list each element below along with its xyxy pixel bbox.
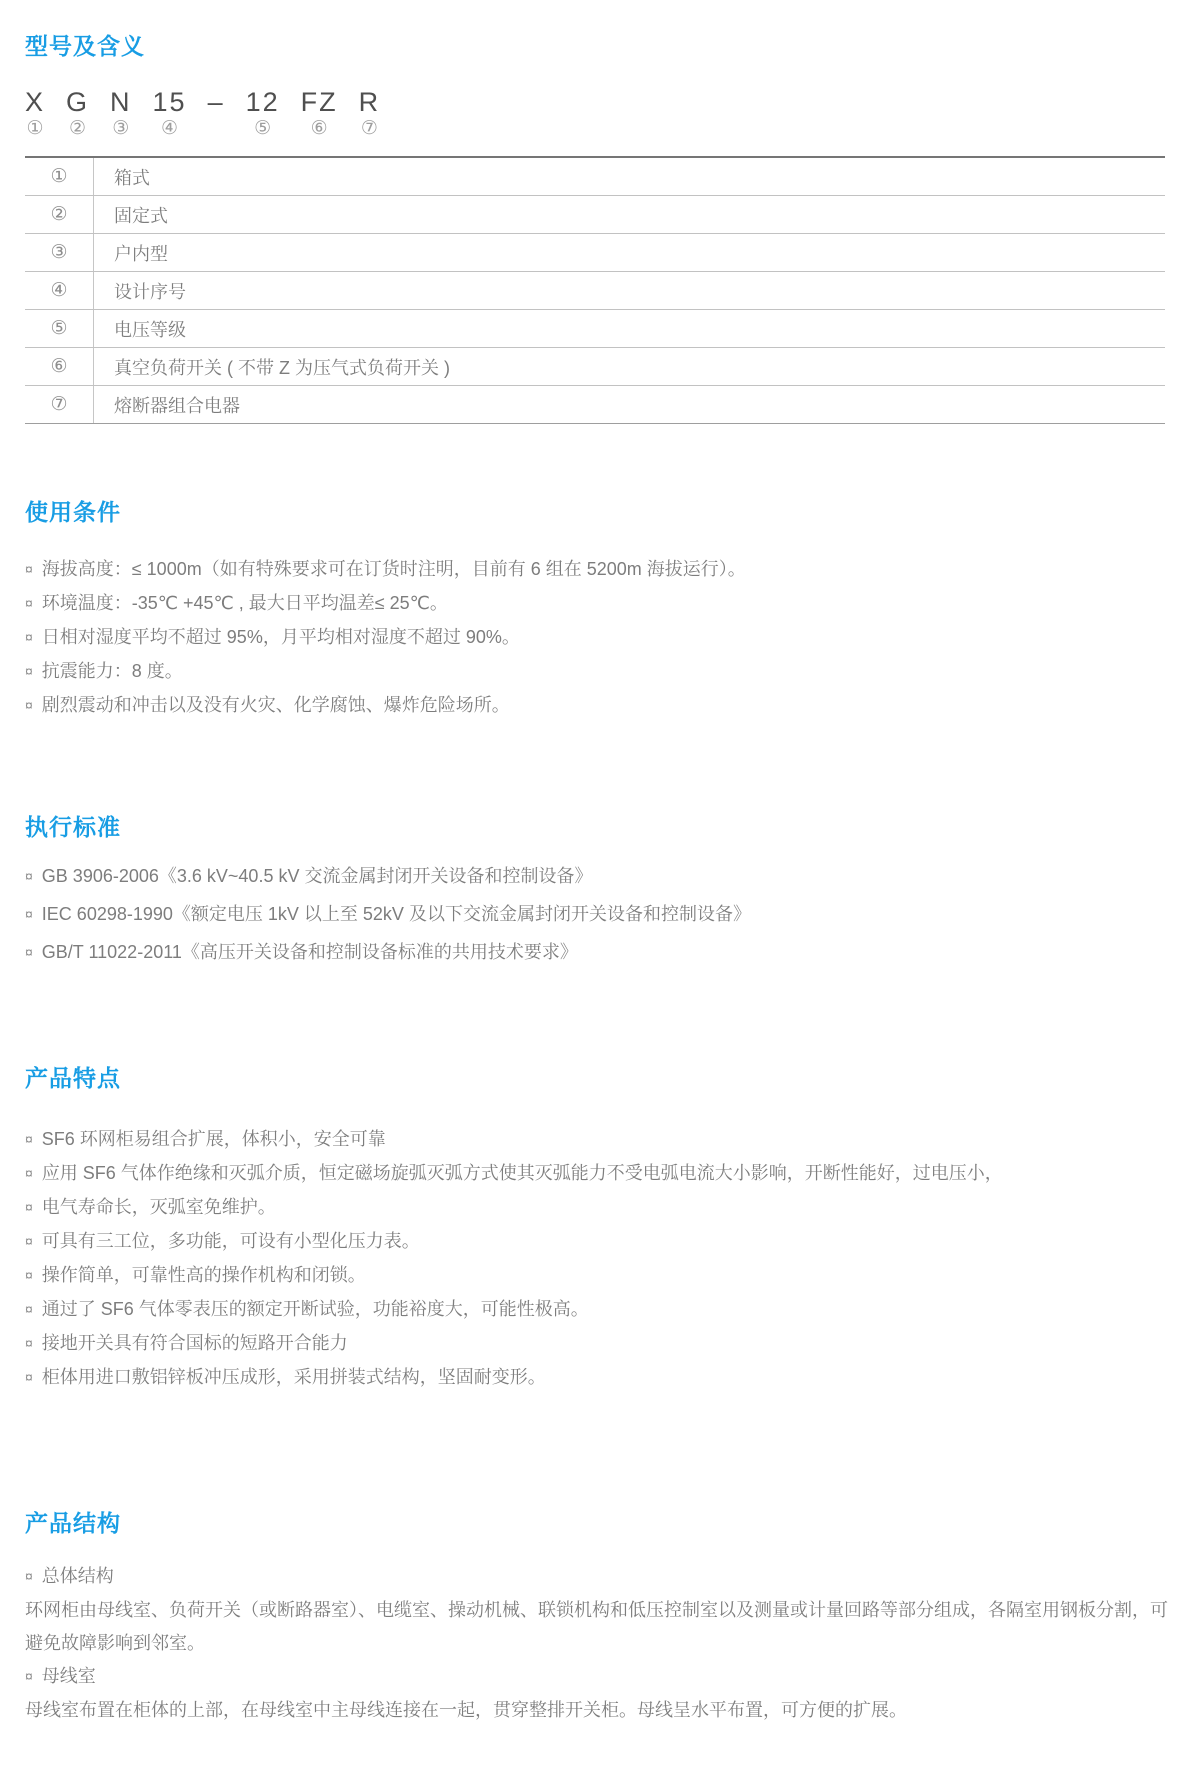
model-meaning-table — [25, 156, 1165, 424]
list-item — [25, 553, 1178, 587]
model-code-symbol: N — [110, 87, 132, 117]
product-structure-section — [25, 1505, 1178, 1727]
model-code-circled-number: ⑦ — [360, 118, 378, 139]
bullet-text: 总体结构 — [41, 1566, 114, 1586]
model-code-circled-number: ④ — [161, 118, 179, 139]
bullet-marker: ¤ — [25, 1568, 33, 1584]
list-item — [25, 934, 1178, 972]
table-cell-number: ① — [50, 166, 68, 187]
model-code-part — [301, 87, 338, 140]
bullet-marker: ¤ — [25, 1369, 33, 1385]
features-bullet-list — [25, 1123, 1178, 1395]
bullet-marker: ¤ — [25, 663, 33, 679]
bullet-marker: ¤ — [25, 1131, 33, 1147]
model-code-symbol: X — [25, 87, 46, 117]
table-cell-number: ⑦ — [50, 394, 68, 415]
list-item — [25, 1157, 1178, 1191]
model-code-circled-number: ③ — [112, 118, 130, 139]
bullet-marker: ¤ — [25, 1668, 33, 1684]
bullet-text: 接地开关具有符合国标的短路开合能力 — [41, 1333, 348, 1353]
section-heading-standards: 执行标准 — [25, 814, 121, 840]
bullet-text: 环境温度：-35℃ +45℃ , 最大日平均温差≤ 25℃。 — [41, 593, 448, 613]
model-code-symbol: G — [66, 87, 90, 117]
model-code-part — [153, 87, 187, 140]
model-code-part — [66, 87, 89, 140]
table-cell-number: ③ — [50, 242, 68, 263]
bullet-text: SF6 环网柜易组合扩展，体积小，安全可靠 — [41, 1129, 386, 1149]
standards-section — [25, 809, 1178, 972]
section-heading-features: 产品特点 — [25, 1065, 121, 1091]
model-code-part — [25, 87, 45, 140]
model-code-symbol: – — [207, 87, 225, 117]
bullet-text: 操作简单，可靠性高的操作机构和闭锁。 — [41, 1265, 366, 1285]
list-item — [25, 587, 1178, 621]
bullet-marker: ¤ — [25, 1267, 33, 1283]
bullet-text: 可具有三工位，多功能，可设有小型化压力表。 — [41, 1231, 420, 1251]
list-item — [25, 1259, 1178, 1293]
model-code-symbol: FZ — [300, 87, 338, 117]
usage-bullet-list — [25, 553, 1178, 723]
table-cell-number: ⑤ — [50, 318, 68, 339]
bullet-text: GB/T 11022-2011《高压开关设备和控制设备标准的共用技术要求》 — [41, 942, 578, 962]
bullet-text: 抗震能力：8 度。 — [41, 661, 183, 681]
table-row — [25, 272, 1165, 310]
list-item — [25, 1660, 1178, 1694]
list-item — [25, 1560, 1178, 1594]
table-cell-description: 真空负荷开关 ( 不带 Z 为压气式负荷开关 ) — [93, 348, 1165, 385]
table-row — [25, 158, 1165, 196]
table-cell-description: 户内型 — [93, 234, 1165, 271]
list-item — [25, 621, 1178, 655]
bullet-text: 通过了 SF6 气体零表压的额定开断试验，功能裕度大，可能性极高。 — [41, 1299, 589, 1319]
section-heading-model: 型号及含义 — [25, 33, 145, 59]
bullet-marker: ¤ — [25, 697, 33, 713]
model-code-symbol: 12 — [245, 87, 280, 117]
model-code-circled-number: ⑤ — [254, 118, 272, 139]
bullet-marker: ¤ — [25, 561, 33, 577]
section-heading-usage: 使用条件 — [25, 499, 121, 525]
model-meaning-section — [25, 28, 1178, 424]
bullet-text: 海拔高度：≤ 1000m（如有特殊要求可在订货时注明，目前有 6 组在 5200m 海拔运行）。 — [41, 559, 746, 579]
bullet-text: 柜体用进口敷铝锌板冲压成形，采用拼装式结构，坚固耐变形。 — [41, 1367, 546, 1387]
list-item — [25, 1327, 1178, 1361]
structure-paragraph: 母线室布置在柜体的上部，在母线室中主母线连接在一起，贯穿整排开关柜。母线呈水平布置，可方便的扩展。 — [25, 1700, 907, 1720]
model-code-symbol: R — [358, 87, 381, 117]
model-code-part — [208, 87, 225, 140]
table-cell-number: ⑥ — [50, 356, 68, 377]
model-code-part — [110, 87, 132, 140]
bullet-marker: ¤ — [25, 906, 33, 922]
table-cell-description: 熔断器组合电器 — [93, 386, 1165, 423]
list-item — [25, 1191, 1178, 1225]
bullet-marker: ¤ — [25, 1301, 33, 1317]
list-item — [25, 858, 1178, 896]
model-code-circled-number: ⑥ — [310, 118, 328, 139]
bullet-marker: ¤ — [25, 1165, 33, 1181]
model-code-circled-number: ① — [26, 118, 44, 139]
bullet-marker: ¤ — [25, 1199, 33, 1215]
bullet-marker: ¤ — [25, 868, 33, 884]
bullet-text: 日相对湿度平均不超过 95%，月平均相对湿度不超过 90%。 — [41, 627, 520, 647]
model-code-part — [246, 87, 280, 140]
table-cell-description: 固定式 — [93, 196, 1165, 233]
model-code-circled-number — [211, 118, 221, 140]
bullet-text: 电气寿命长，灭弧室免维护。 — [41, 1197, 276, 1217]
list-item — [25, 689, 1178, 723]
bullet-marker: ¤ — [25, 629, 33, 645]
bullet-text: IEC 60298-1990《额定电压 1kV 以上至 52kV 及以下交流金属封闭开关设备和控制设备》 — [41, 904, 751, 924]
table-row — [25, 234, 1165, 272]
bullet-text: 母线室 — [41, 1666, 96, 1686]
bullet-text: 剧烈震动和冲击以及没有火灾、化学腐蚀、爆炸危险场所。 — [41, 695, 510, 715]
list-item — [25, 1293, 1178, 1327]
model-code-symbol: 15 — [152, 87, 187, 117]
bullet-marker: ¤ — [25, 1233, 33, 1249]
table-cell-number: ④ — [50, 280, 68, 301]
section-heading-structure: 产品结构 — [25, 1510, 121, 1536]
table-cell-description: 设计序号 — [93, 272, 1165, 309]
list-item — [25, 1225, 1178, 1259]
list-item — [25, 655, 1178, 689]
model-code-part — [359, 87, 381, 140]
bullet-marker: ¤ — [25, 944, 33, 960]
bullet-marker: ¤ — [25, 595, 33, 611]
structure-paragraph: 环网柜由母线室、负荷开关（或断路器室）、电缆室、操动机械、联锁机构和低压控制室以及测量或计量回路等部分组成，各隔室用钢板分割，可避免故障影响到邻室。 — [25, 1600, 1168, 1653]
usage-conditions-section — [25, 494, 1178, 723]
table-row — [25, 196, 1165, 234]
product-features-section — [25, 1060, 1178, 1395]
table-cell-number: ② — [50, 204, 68, 225]
bullet-marker: ¤ — [25, 1335, 33, 1351]
table-row — [25, 348, 1165, 386]
table-cell-description: 电压等级 — [93, 310, 1165, 347]
list-item — [25, 1123, 1178, 1157]
structure-content — [25, 1560, 1178, 1727]
model-code-circled-number: ② — [69, 118, 87, 139]
table-row — [25, 386, 1165, 423]
table-cell-description: 箱式 — [93, 158, 1165, 195]
bullet-text: 应用 SF6 气体作绝缘和灭弧介质，恒定磁场旋弧灭弧方式使其灭弧能力不受电弧电流大小影响，开断性能好，过电压小， — [41, 1163, 1003, 1183]
model-code — [25, 87, 1178, 140]
standards-bullet-list — [25, 858, 1178, 972]
table-row — [25, 310, 1165, 348]
bullet-text: GB 3906-2006《3.6 kV~40.5 kV 交流金属封闭开关设备和控制设备》 — [41, 866, 593, 886]
list-item — [25, 1361, 1178, 1395]
list-item — [25, 896, 1178, 934]
